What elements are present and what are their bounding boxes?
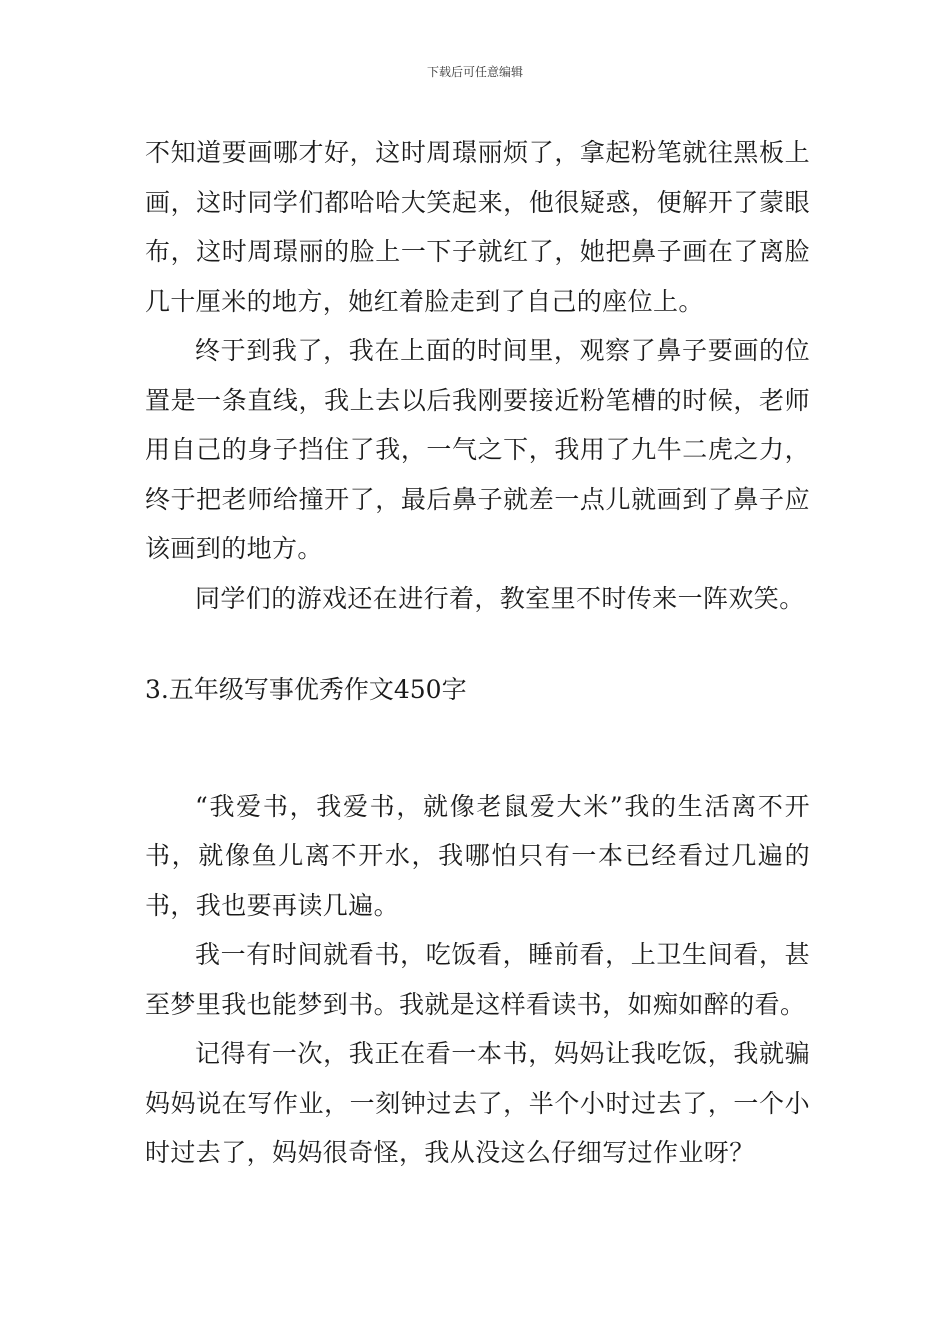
paragraph: “我爱书，我爱书，就像老鼠爱大米”我的生活离不开书，就像鱼儿离不开水，我哪怕只有一本已经看过几遍的书，我也要再读几遍。	[145, 791, 810, 920]
document-body	[145, 128, 810, 1178]
paragraph: 我一有时间就看书，吃饭看，睡前看，上卫生间看，甚至梦里我也能梦到书。我就是这样看读书，如痴如醉的看。	[145, 940, 810, 1019]
spacer	[145, 623, 810, 665]
page-header: 下载后可任意编辑	[426, 65, 523, 79]
paragraph: 终于到我了，我在上面的时间里，观察了鼻子要画的位置是一条直线，我上去以后我刚要接近粉笔槽的时候，老师用自己的身子挡住了我，一气之下，我用了九牛二虎之力，终于把老师给撞开了，最后鼻子就差一点儿就画到了鼻子应该画到的地方。	[145, 336, 810, 563]
paragraph-continuation: 不知道要画哪才好，这时周璟丽烦了，拿起粉笔就往黑板上画，这时同学们都哈哈大笑起来，他很疑惑，便解开了蒙眼布，这时周璟丽的脸上一下子就红了，她把鼻子画在了离脸几十厘米的地方，她红着脸走到了自己的座位上。	[145, 138, 810, 316]
spacer	[145, 715, 810, 782]
paragraph: 记得有一次，我正在看一本书，妈妈让我吃饭，我就骗妈妈说在写作业，一刻钟过去了，半个小时过去了，一个小时过去了，妈妈很奇怪，我从没这么仔细写过作业呀？	[145, 1039, 810, 1167]
paragraph: 同学们的游戏还在进行着，教室里不时传来一阵欢笑。	[195, 583, 805, 613]
section-heading: 3.五年级写事优秀作文450字	[145, 675, 467, 704]
